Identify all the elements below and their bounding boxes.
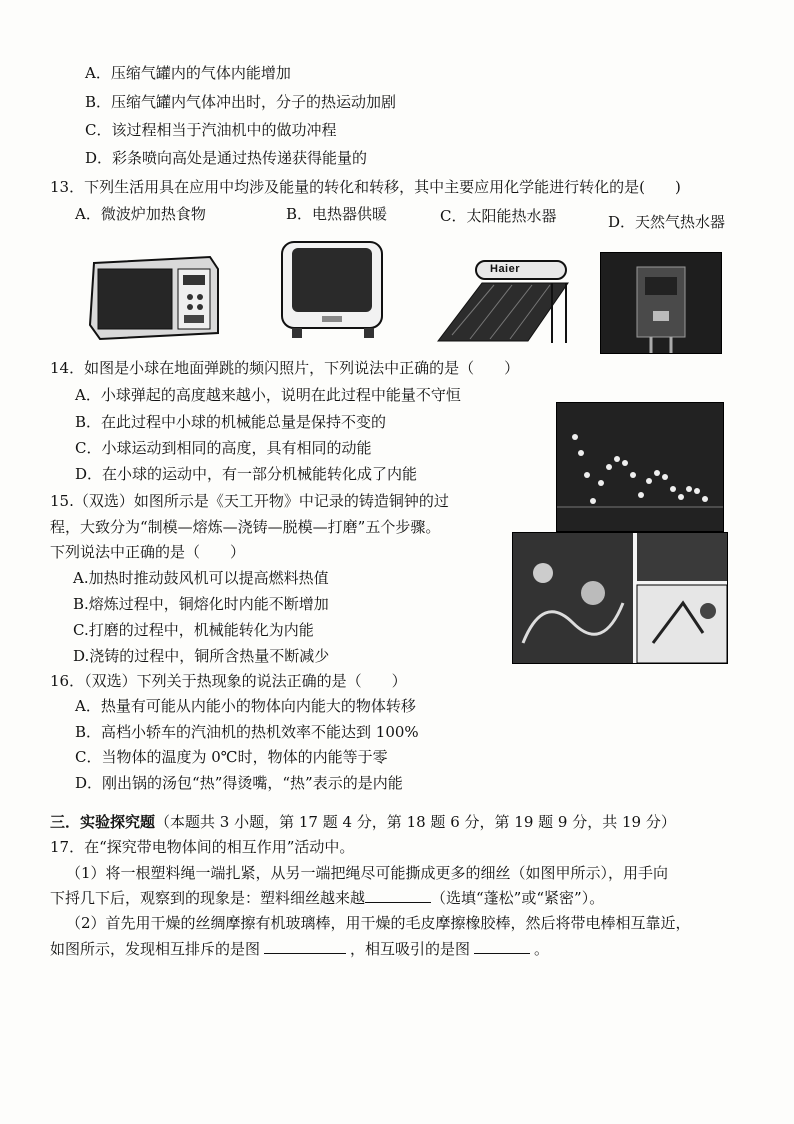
q17-answer-blank-1[interactable] [365,888,431,903]
q13-option-c: C．太阳能热水器 [440,207,557,225]
section-3-note: （本题共 3 小题，第 17 题 4 分，第 18 题 6 分，第 19 题 9 分，共 19 分） [155,813,676,831]
bell-casting-illustration [512,532,728,664]
q16-option-b: B．高档小轿车的汽油机的热机效率不能达到 100% [75,723,419,741]
q14-option-d: D．在小球的运动中，有一部分机械能转化成了内能 [75,465,418,483]
section-3-title: 三．实验探究题 [50,813,156,831]
q13-stem: 13．下列生活用具在应用中均涉及能量的转化和转移，其中主要应用化学能进行转化的是( ) [50,178,681,196]
q13-option-a: A．微波炉加热食物 [75,205,206,223]
q17-stem: 17．在“探究带电物体间的相互作用”活动中。 [50,838,355,856]
q12-option-a: A．压缩气罐内的气体内能增加 [85,64,291,82]
q17-answer-blank-repel[interactable] [264,939,346,954]
q17-part1-text: 下捋几下后，观察到的现象是：塑料细丝越来越 [50,889,366,907]
q17-part2-text: 如图所示，发现相互排斥的是图 [50,940,261,958]
q13-option-b: B．电热器供暖 [286,205,388,223]
electric-heater-image [278,238,388,342]
q17-part2-end: 。 [534,940,550,958]
q14-option-b: B．在此过程中小球的机械能总量是保持不变的 [75,413,387,431]
solar-brand-label: Haier [490,263,521,275]
q15-option-b: B.熔炼过程中，铜熔化时内能不断增加 [73,595,329,613]
q16-option-a: A．热量有可能从内能小的物体向内能大的物体转移 [75,697,416,715]
q15-option-a: A.加热时推动鼓风机可以提高燃料热值 [73,569,329,587]
section-3-heading [50,811,676,833]
q16-option-c: C．当物体的温度为 0℃时，物体的内能等于零 [75,748,388,766]
q15-stem-line1: 15.（双选）如图所示是《天工开物》中记录的铸造铜钟的过 [50,492,449,510]
q17-part2-line2 [50,938,549,960]
q12-option-b: B．压缩气罐内气体冲出时，分子的热运动加剧 [85,93,397,111]
q15-option-c: C.打磨的过程中，机械能转化为内能 [73,621,314,639]
q16-option-d: D．刚出锅的汤包“热”得烫嘴，“热”表示的是内能 [75,774,403,792]
q14-stem: 14．如图是小球在地面弹跳的频闪照片，下列说法中正确的是（ ） [50,359,520,377]
gas-water-heater-image [600,252,722,354]
q17-part1-hint: （选填“蓬松”或“紧密”）。 [431,889,605,907]
q14-option-a: A．小球弹起的高度越来越小，说明在此过程中能量不守恒 [75,386,461,404]
microwave-image [86,253,220,341]
bouncing-ball-photo [556,402,724,532]
q12-option-d: D．彩条喷向高处是通过热传递获得能量的 [85,149,368,167]
q15-stem-line2: 程，大致分为“制模—熔炼—浇铸—脱模—打磨”五个步骤。 [50,518,441,536]
q13-option-d: D．天然气热水器 [608,213,726,231]
q14-option-c: C．小球运动到相同的高度，具有相同的动能 [75,439,372,457]
q12-option-c: C．该过程相当于汽油机中的做功冲程 [85,121,337,139]
solar-water-heater-image [432,255,574,347]
q15-option-d: D.浇铸的过程中，铜所含热量不断减少 [73,647,330,665]
q17-part1-line2 [50,887,604,909]
q15-stem-line3: 下列说法中正确的是（ ） [50,543,246,561]
q16-stem: 16．（双选）下列关于热现象的说法正确的是（ ） [50,672,407,690]
q17-part1-line1: （1）将一根塑料绳一端扎紧，从另一端把绳尽可能撕成更多的细丝（如图甲所示），用手向 [66,864,669,882]
q17-answer-blank-attract[interactable] [474,939,530,954]
q17-part2-mid: ，相互吸引的是图 [350,940,471,958]
q17-part2-line1: （2）首先用干燥的丝绸摩擦有机玻璃棒，用干燥的毛皮摩擦橡胶棒，然后将带电棒相互靠近， [66,914,691,932]
